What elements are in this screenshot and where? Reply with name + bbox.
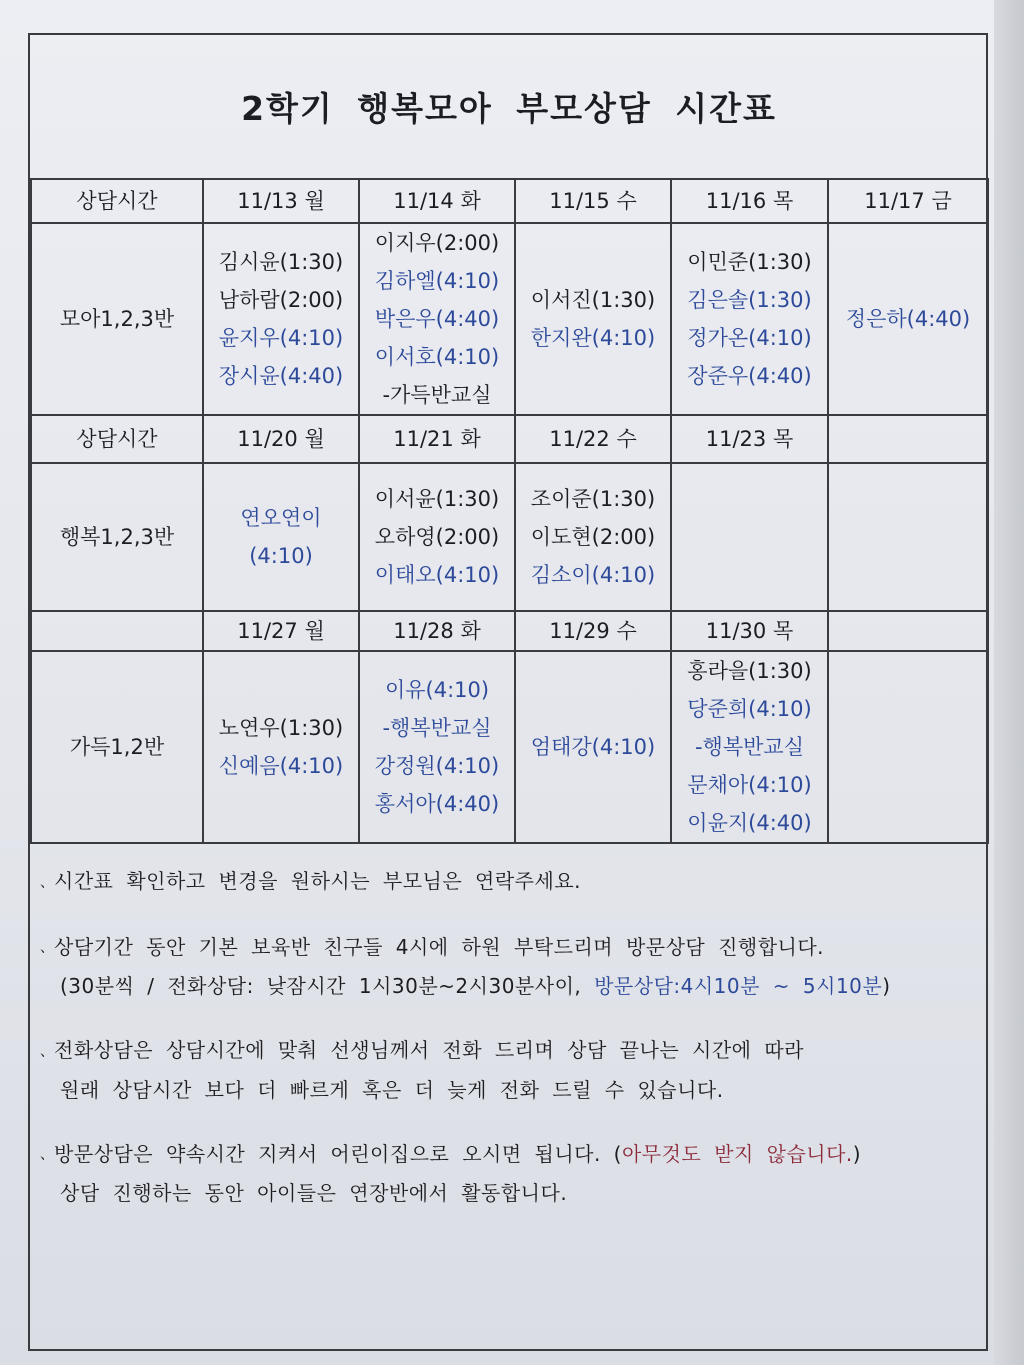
date-header: 11/17 금: [828, 179, 988, 223]
date-header-row: [31, 179, 988, 223]
note-text: 원래 상담시간 보다 더 빠르게 혹은 더 늦게 전화 드릴 수 있습니다.: [60, 1077, 724, 1102]
appointment-entry: 윤지우(4:10): [218, 326, 344, 350]
appointment-entry: 장시윤(4:40): [218, 364, 344, 388]
date-header: 11/22 수: [515, 415, 671, 463]
date-header: 11/15 수: [515, 179, 671, 223]
date-header: [828, 415, 988, 463]
appointment-entry: 강정원(4:10): [374, 754, 500, 778]
appointment-entry: 정가온(4:10): [687, 326, 812, 350]
schedule-cell: [828, 651, 988, 843]
date-header: 11/16 목: [671, 179, 828, 223]
date-header: 11/21 화: [359, 415, 515, 463]
date-header: 11/13 월: [203, 179, 359, 223]
appointment-entry: 이유(4:10): [384, 678, 490, 702]
note-text: 상담기간 동안 기본 보육반 친구들 4시에 하원 부탁드리며 방문상담 진행합니다.: [54, 934, 825, 959]
schedule-cell: [359, 463, 515, 611]
appointment-entry: 홍서아(4:40): [374, 792, 500, 816]
bullet-icon: 、: [40, 1147, 55, 1163]
date-header: 11/29 수: [515, 611, 671, 651]
note-item: [40, 1031, 980, 1109]
date-header-row: [31, 611, 988, 651]
schedule-cell: [203, 651, 359, 843]
appointment-entry: 이도현(2:00): [530, 525, 656, 549]
date-header-row: [31, 415, 988, 463]
note-text: ): [882, 974, 891, 998]
appointment-entry: 장준우(4:40): [687, 364, 812, 388]
note-text: 상담 진행하는 동안 아이들은 연장반에서 활동합니다.: [60, 1181, 568, 1205]
note-text: (30분씩 / 전화상담: 낮잠시간 1시30분~2시30분사이,: [60, 974, 595, 998]
date-header: 11/30 목: [671, 611, 828, 651]
schedule-cell: [203, 463, 359, 611]
appointment-entry: 노연우(1:30): [218, 716, 344, 740]
date-header: 11/28 화: [359, 611, 515, 651]
appointment-entry: 이지우(2:00): [374, 231, 500, 255]
appointment-entry: -행복반교실: [382, 716, 492, 740]
schedule-cell: [359, 223, 515, 415]
appointment-entry: 신예음(4:10): [218, 754, 344, 778]
note-item: [40, 862, 980, 902]
schedule-cell: [828, 223, 988, 415]
schedule-cell: [515, 463, 671, 611]
appointment-entry: 김소이(4:10): [530, 563, 656, 587]
time-header-label: [31, 611, 203, 651]
appointment-entry: 한지완(4:10): [530, 326, 656, 350]
date-header: 11/27 월: [203, 611, 359, 651]
appointment-entry: -행복반교실: [694, 735, 804, 759]
class-label: 모아1,2,3반: [31, 223, 203, 415]
class-schedule-row: [31, 651, 988, 843]
appointment-entry: 김은솔(1:30): [687, 288, 812, 312]
appointment-entry: 조이준(1:30): [530, 487, 656, 511]
appointment-entry: 이서윤(1:30): [374, 487, 500, 511]
appointment-entry: 이윤지(4:40): [687, 811, 812, 835]
appointment-entry: 엄태강(4:10): [530, 735, 656, 759]
wall-edge: [994, 0, 1024, 1365]
appointment-entry: 연오연이: [240, 506, 322, 530]
schedule-cell: [515, 223, 671, 415]
bullet-icon: 、: [40, 874, 55, 891]
notes-section: [40, 862, 980, 1238]
schedule-cell: [671, 463, 828, 611]
schedule-cell: [671, 651, 828, 843]
class-schedule-row: [31, 223, 988, 415]
appointment-entry: 김시윤(1:30): [218, 250, 344, 274]
bullet-icon: 、: [40, 1043, 55, 1060]
note-text: ): [852, 1141, 862, 1166]
appointment-entry: 정은하(4:40): [845, 307, 971, 331]
class-label: 가득1,2반: [31, 651, 203, 843]
schedule-cell: [359, 651, 515, 843]
note-item: [40, 1135, 980, 1213]
appointment-entry: 홍라을(1:30): [687, 659, 812, 683]
appointment-entry: 문채아(4:10): [687, 773, 812, 797]
schedule-cell: [828, 463, 988, 611]
time-header-label: 상담시간: [31, 179, 203, 223]
appointment-entry: -가득반교실: [382, 383, 492, 407]
appointment-entry: 남하람(2:00): [218, 288, 344, 312]
date-header: [828, 611, 988, 651]
appointment-entry: 이민준(1:30): [687, 250, 812, 274]
note-item: [40, 928, 980, 1006]
date-header: 11/14 화: [359, 179, 515, 223]
appointment-entry: 김하엘(4:10): [374, 269, 500, 293]
schedule-cell: [203, 223, 359, 415]
appointment-entry: 이서진(1:30): [530, 288, 656, 312]
appointment-entry: 오하영(2:00): [374, 525, 500, 549]
appointment-entry: (4:10): [249, 544, 313, 568]
appointment-entry: 당준희(4:10): [687, 697, 812, 721]
note-text: 방문상담은 약속시간 지켜서 어린이집으로 오시면 됩니다. (: [54, 1141, 622, 1166]
schedule-cell: [671, 223, 828, 415]
class-label: 행복1,2,3반: [31, 463, 203, 611]
bullet-icon: 、: [40, 940, 55, 956]
date-header: 11/23 목: [671, 415, 828, 463]
note-highlight: 방문상담:4시10분 ~ 5시10분: [594, 974, 883, 998]
appointment-entry: 박은우(4:40): [374, 307, 500, 331]
page-title: 2학기 행복모아 부모상담 시간표: [241, 88, 777, 128]
appointment-entry: 이서호(4:10): [374, 345, 500, 369]
note-text: 시간표 확인하고 변경을 원하시는 부모님은 연락주세요.: [54, 869, 582, 893]
time-header-label: 상담시간: [31, 415, 203, 463]
date-header: 11/20 월: [203, 415, 359, 463]
schedule-cell: [515, 651, 671, 843]
appointment-entry: 이태오(4:10): [374, 563, 500, 587]
schedule-table: [30, 178, 989, 844]
note-warning: 아무것도 받지 않습니다.: [621, 1141, 853, 1166]
class-schedule-row: [31, 463, 988, 611]
note-text: 전화상담은 상담시간에 맞춰 선생님께서 전화 드리며 상담 끝나는 시간에 따라: [54, 1038, 804, 1062]
